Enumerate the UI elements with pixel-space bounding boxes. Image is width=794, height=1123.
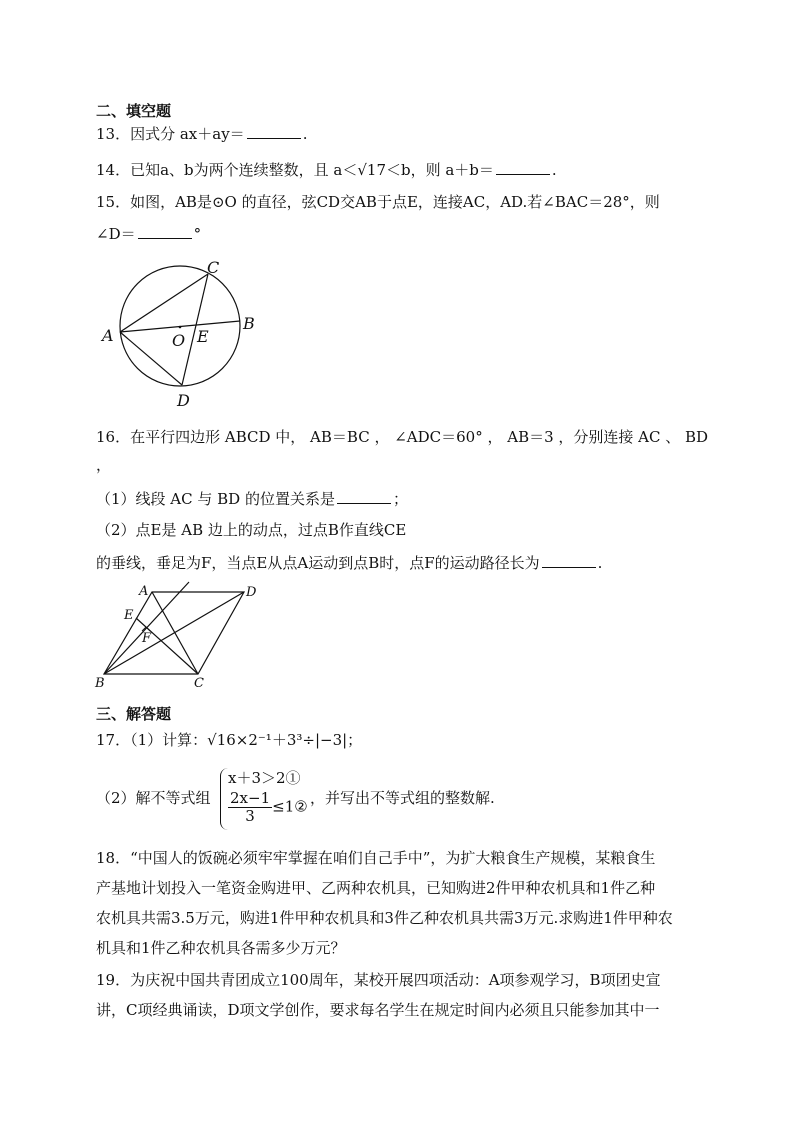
center-dot [179, 326, 182, 329]
q13-end: . [302, 125, 308, 143]
q16-sub1-answer-blank[interactable] [337, 490, 391, 504]
label-a: A [139, 584, 149, 599]
label-d: D [246, 585, 257, 600]
question-18-line1 [96, 848, 655, 868]
q16-number: 16． [96, 428, 131, 446]
question-18-line2: 产基地计划投入一笔资金购进甲、乙两种农机具，已知购进2件甲种农机具和1件乙种 [96, 879, 656, 897]
question-16-line1 [96, 427, 708, 447]
figure-15-circle [96, 255, 276, 415]
question-18-line4: 机具和1件乙种农机具各需多少万元？ [96, 939, 346, 957]
inequality-2-fraction [228, 790, 272, 825]
label-a: A [102, 326, 114, 345]
question-16-line1b: ， [96, 456, 112, 474]
q13-number: 13． [96, 125, 131, 143]
label-c: C [194, 676, 204, 691]
section-title-answer: 三、解答题 [96, 705, 172, 723]
label-d: D [177, 391, 190, 410]
question-15-line1 [96, 192, 660, 212]
fraction-numerator: 2x−1 [230, 789, 271, 807]
fraction-denominator: 3 [245, 807, 255, 825]
q17-sub2-label: （2）解不等式组 [96, 789, 211, 807]
question-17-sub1 [96, 730, 362, 750]
diagonal-bd [104, 592, 244, 674]
question-16-sub2: （2）点E是 AB 边上的动点，过点B作直线CE [96, 521, 407, 539]
figure-16-parallelogram [92, 580, 272, 692]
q16-sub1-end: ； [392, 490, 408, 508]
q17-number: 17． [96, 731, 131, 749]
question-18-line3: 农机具共需3.5万元，购进1件甲种农机具和3件乙种农机具共需3万元.求购进1件甲种农 [96, 909, 673, 927]
q15-angle-d: ∠D＝ [96, 225, 136, 243]
inequality-1: x＋3＞2① [228, 769, 301, 787]
q15-degree: ° [193, 225, 202, 243]
question-15-line2 [96, 224, 201, 244]
section-title-fill-in: 二、填空题 [96, 102, 172, 120]
label-b: B [243, 314, 255, 333]
question-16-sub2b [96, 553, 602, 573]
q15-text: 如图，AB是⊙O 的直径，弦CD交AB于点E，连接AC，AD.若∠BAC＝28°，则 [130, 193, 660, 211]
label-e: E [197, 327, 209, 346]
inequality-2-rest: ≤1② [272, 797, 308, 816]
line-ce [136, 618, 198, 674]
q17-sub2-post: ，并写出不等式组的整数解. [310, 789, 495, 807]
q16-sub1-text: （1）线段 AC 与 BD 的位置关系是 [96, 490, 335, 508]
q15-number: 15． [96, 193, 131, 211]
chord-ac [120, 274, 208, 332]
q15-answer-blank[interactable] [138, 225, 192, 239]
label-e: E [124, 608, 134, 623]
question-14 [96, 160, 557, 180]
question-19-line2: 讲，C项经典诵读，D项文学创作，要求每名学生在规定时间内必须且只能参加其中一 [96, 1001, 660, 1019]
label-f: F [142, 631, 152, 646]
q14-end: . [551, 161, 557, 179]
q18-line1: “中国人的饭碗必须牢牢掌握在咱们自己手中”，为扩大粮食生产规模，某粮食生 [130, 849, 656, 867]
label-o: O [172, 331, 186, 350]
q16-text: 在平行四边形 ABCD 中， AB＝BC ， ∠ADC＝60° ， AB＝3 ，分别连接 AC 、 BD [130, 428, 709, 446]
q14-answer-blank[interactable] [496, 161, 550, 175]
q14-text: 已知a、b为两个连续整数，且 a＜√17＜b，则 a＋b＝ [130, 161, 494, 179]
q16-sub2-text: 的垂线，垂足为F，当点E从点A运动到点B时，点F的运动路径长为 [96, 554, 540, 572]
q13-text: 因式分 ax＋ay＝ [130, 125, 245, 143]
inequality-2 [228, 790, 308, 825]
q16-sub2-end: . [597, 554, 603, 572]
q19-line1: 为庆祝中国共青团成立100周年，某校开展四项活动：A项参观学习，B项团史宣 [130, 971, 661, 989]
q18-number: 18． [96, 849, 131, 867]
q14-number: 14． [96, 161, 131, 179]
q17-sub1-text: （1）计算：√16×2⁻¹＋3³÷|−3|； [130, 731, 363, 749]
q13-answer-blank[interactable] [247, 125, 301, 139]
q19-number: 19． [96, 971, 131, 989]
question-13 [96, 124, 307, 144]
label-c: C [207, 258, 220, 277]
q16-sub2-answer-blank[interactable] [542, 554, 596, 568]
question-19-line1 [96, 970, 661, 990]
label-b: B [95, 676, 105, 691]
question-16-sub1 [96, 489, 408, 509]
